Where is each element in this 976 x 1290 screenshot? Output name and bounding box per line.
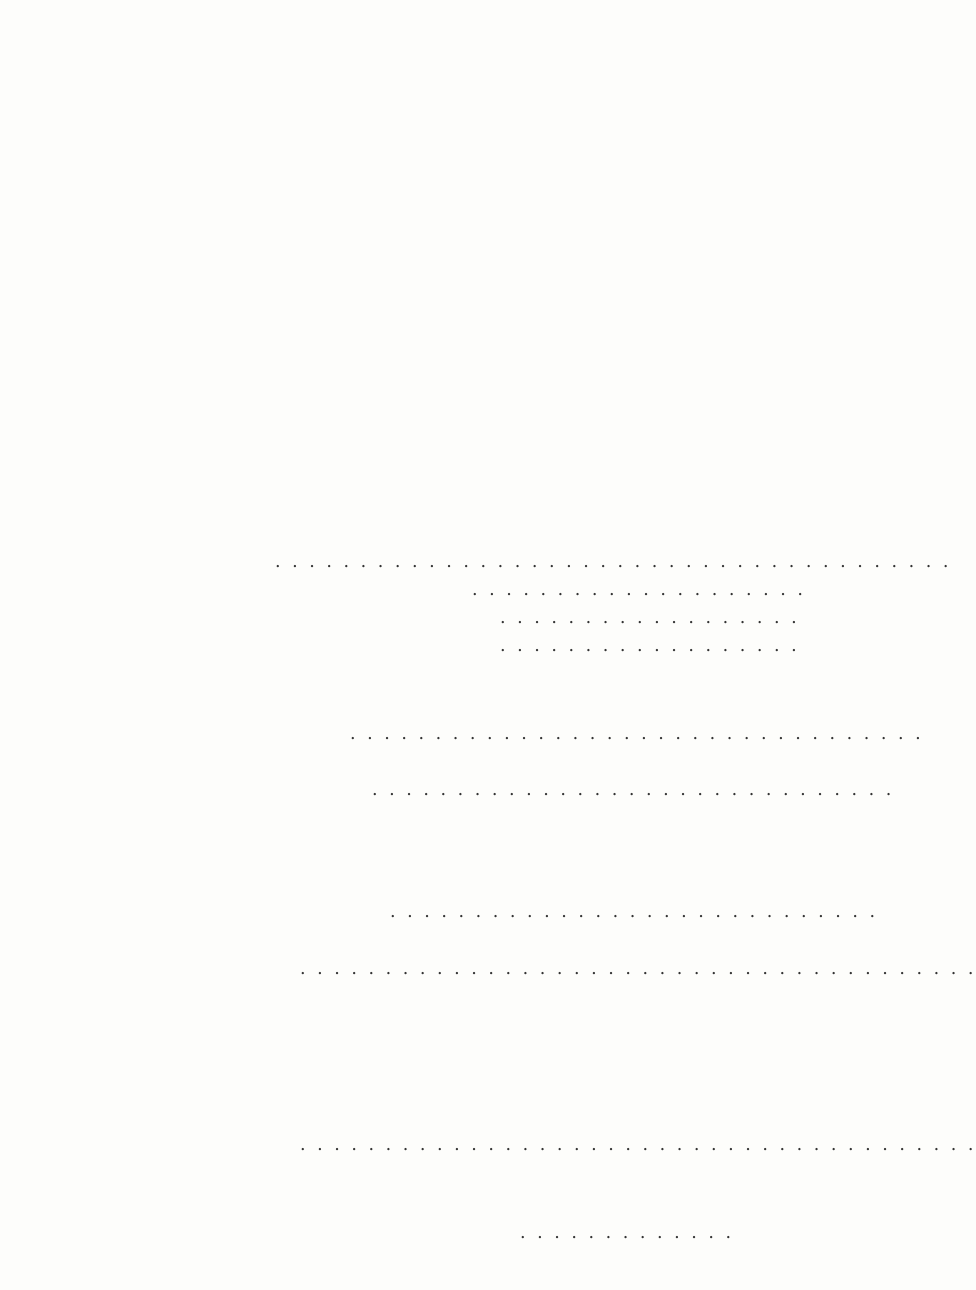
inspection-1a-value [580, 898, 680, 926]
dot-leader: . . . . . . . . . . . . . . . . . . . . [472, 580, 806, 600]
inspection-2a-value [580, 1072, 680, 1100]
dot-leader: . . . . . . . . . . . . . . . . . . . . . . . . . . . . . . . [372, 780, 895, 800]
dot-leader: . . . . . . . . . . . . . . . . . . . . . . . . . . . . . . . . . . . . . . . . [300, 959, 976, 979]
dot-leader: . . . . . . . . . . . . . [520, 1223, 735, 1243]
houses-a-ii-value [580, 604, 680, 632]
dot-leader: . . . . . . . . . . . . . . . . . . [500, 636, 800, 656]
dot-leader: . . . . . . . . . . . . . . . . . . . . . . . . . . . . . . . . . . [350, 724, 924, 744]
houses-b-ii-value [580, 776, 680, 804]
houses-a-iii-value [580, 632, 680, 660]
dot-leader: . . . . . . . . . . . . . . . . . . [500, 608, 800, 628]
inspection-2b-value [580, 1131, 680, 1159]
inspection-3-value [580, 1219, 680, 1247]
houses-a-value [580, 548, 680, 576]
houses-b-i-value [580, 720, 680, 748]
inspection-1b-value [580, 955, 680, 983]
dot-leader: . . . . . . . . . . . . . . . . . . . . . . . . . . . . . . . . . . . . . . . . [275, 552, 952, 572]
dot-leader: . . . . . . . . . . . . . . . . . . . . . . . . . . . . . . . . . . . . . . . . [300, 1135, 976, 1155]
dot-leader: . . . . . . . . . . . . . . . . . . . . . . . . . . . . . [390, 902, 879, 922]
houses-a-i-value [580, 576, 680, 604]
